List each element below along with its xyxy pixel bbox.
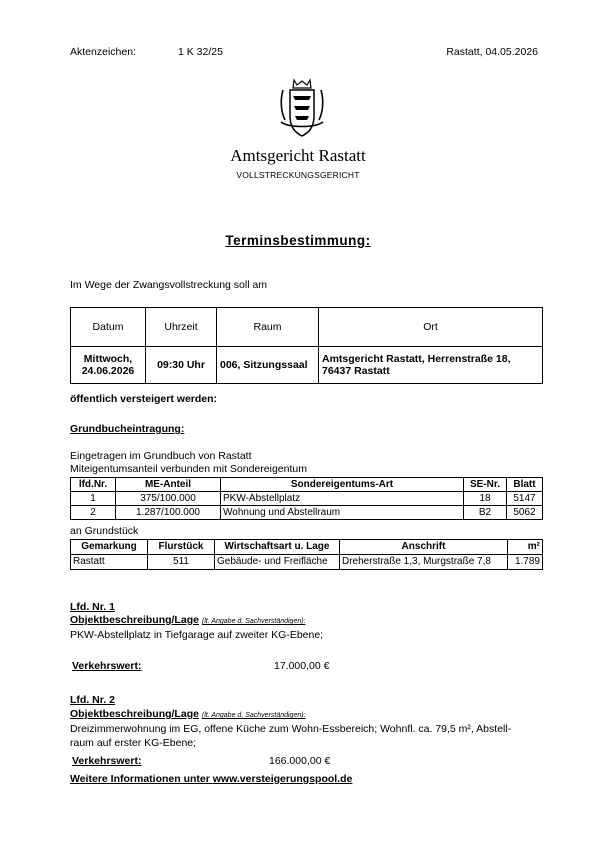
- row-se-nr: B2: [464, 506, 507, 520]
- table-row: [71, 555, 543, 570]
- object-description-label: Objektbeschreibung/Lage: [70, 614, 199, 626]
- place-date: Rastatt, 04.05.2026: [446, 46, 538, 58]
- row-lfd-nr: 1: [71, 492, 116, 506]
- header-area: m²: [508, 540, 543, 555]
- co-ownership-header-row: [71, 478, 543, 492]
- plot-area: 1.789: [508, 555, 543, 570]
- file-number-label: Aktenzeichen:: [70, 46, 136, 58]
- row-se-art: PKW-Abstellplatz: [221, 492, 464, 506]
- table-row: [71, 506, 543, 520]
- expert-note: (lt. Angabe d. Sachverständigen):: [201, 618, 306, 625]
- row-blatt: 5062: [507, 506, 543, 520]
- termin-ort: Amtsgericht Rastatt, Herrenstraße 18, 76437 Rastatt: [319, 347, 543, 384]
- item-2-number: Lfd. Nr. 2: [70, 694, 115, 706]
- header-se-nr: SE-Nr.: [464, 478, 507, 492]
- item-2-value: 166.000,00 €: [269, 755, 331, 767]
- appointment-table: [70, 307, 543, 384]
- document-title: Terminsbestimmung:: [225, 233, 371, 248]
- file-number: 1 K 32/25: [178, 46, 223, 58]
- land-register-line-1: Eingetragen im Grundbuch von Rastatt: [70, 450, 252, 462]
- termin-uhrzeit: 09:30 Uhr: [146, 347, 217, 384]
- court-name: Amtsgericht Rastatt: [230, 146, 366, 165]
- intro-text: Im Wege der Zwangsvollstreckung soll am: [70, 279, 268, 291]
- item-2-description-line-2: raum auf erster KG-Ebene;: [70, 737, 197, 749]
- appointment-data-row: [71, 347, 543, 384]
- item-2-value-label: Verkehrswert:: [72, 755, 142, 767]
- header-ort: Ort: [319, 308, 543, 347]
- header-anschrift: Anschrift: [340, 540, 508, 555]
- item-1-description-label: [70, 614, 306, 626]
- header-uhrzeit: Uhrzeit: [146, 308, 217, 347]
- header-raum: Raum: [217, 308, 319, 347]
- header-gemarkung: Gemarkung: [71, 540, 148, 555]
- land-register-heading: Grundbucheintragung:: [70, 423, 185, 435]
- row-blatt: 5147: [507, 492, 543, 506]
- termin-datum: Mittwoch, 24.06.2026: [71, 347, 146, 384]
- appointment-header-row: [71, 308, 543, 347]
- row-lfd-nr: 2: [71, 506, 116, 520]
- plot-table: [70, 539, 543, 570]
- header-datum: Datum: [71, 308, 146, 347]
- auction-statement: öffentlich versteigert werden:: [70, 393, 218, 405]
- item-1-value: 17.000,00 €: [274, 660, 330, 672]
- item-2-description-label: [70, 708, 306, 720]
- plot-label: an Grundstück: [70, 525, 139, 537]
- header-se-art: Sondereigentums-Art: [221, 478, 464, 492]
- coat-of-arms-icon: [279, 78, 325, 140]
- plot-flurstueck: 511: [148, 555, 215, 570]
- row-me-anteil: 1.287/100.000: [116, 506, 221, 520]
- item-1-number: Lfd. Nr. 1: [70, 601, 115, 613]
- plot-header-row: [71, 540, 543, 555]
- header-blatt: Blatt: [507, 478, 543, 492]
- court-department: VOLLSTRECKUNGSGERICHT: [236, 170, 360, 180]
- table-row: [71, 492, 543, 506]
- co-ownership-table: [70, 477, 543, 520]
- row-me-anteil: 375/100.000: [116, 492, 221, 506]
- item-1-value-label: Verkehrswert:: [72, 660, 142, 672]
- object-description-label: Objektbeschreibung/Lage: [70, 708, 199, 720]
- plot-gemarkung: Rastatt: [71, 555, 148, 570]
- expert-note: (lt. Angabe d. Sachverständigen):: [201, 712, 306, 719]
- header-flurstueck: Flurstück: [148, 540, 215, 555]
- row-se-art: Wohnung und Abstellraum: [221, 506, 464, 520]
- item-2-description-line-1: Dreizimmerwohnung im EG, offene Küche zum Wohn-Essbereich; Wohnfl. ca. 79,5 m², Abstell-: [70, 723, 512, 735]
- land-register-line-2: Miteigentumsanteil verbunden mit Sondereigentum: [70, 463, 307, 475]
- item-1-description: PKW-Abstellplatz in Tiefgarage auf zweiter KG-Ebene;: [70, 629, 324, 641]
- plot-anschrift: Dreherstraße 1,3, Murgstraße 7,8: [340, 555, 508, 570]
- plot-wirtschaftsart: Gebäude- und Freifläche: [215, 555, 340, 570]
- header-lfd-nr: lfd.Nr.: [71, 478, 116, 492]
- header-wirtschaftsart: Wirtschaftsart u. Lage: [215, 540, 340, 555]
- row-se-nr: 18: [464, 492, 507, 506]
- footer-info-link[interactable]: Weitere Informationen unter www.versteigerungspool.de: [70, 773, 353, 785]
- header-me-anteil: ME-Anteil: [116, 478, 221, 492]
- termin-raum: 006, Sitzungssaal: [217, 347, 319, 384]
